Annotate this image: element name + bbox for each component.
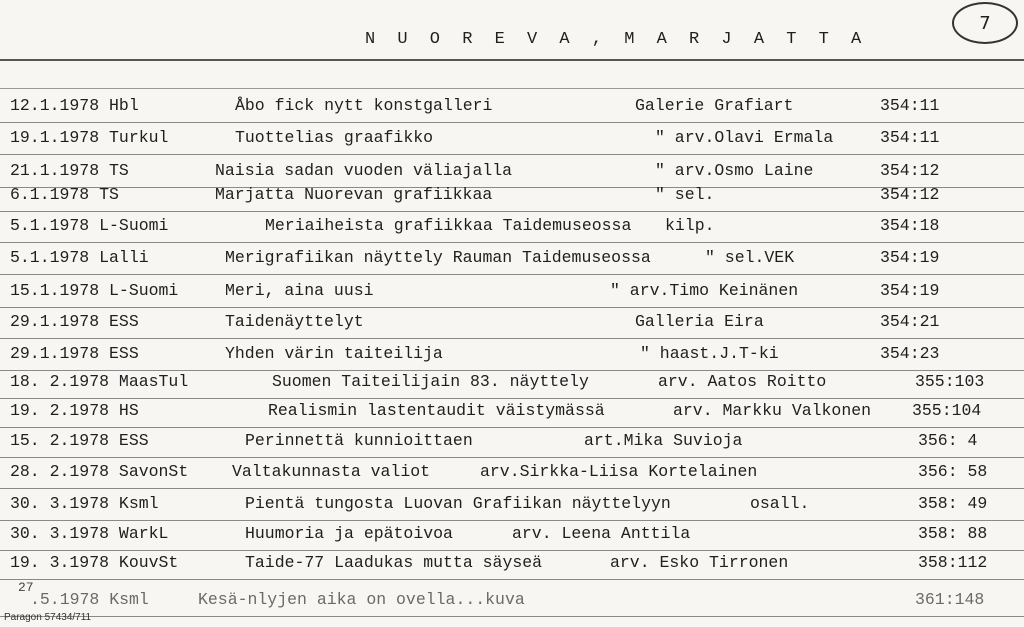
entry-row <box>0 312 1024 334</box>
entry-title: Meri, aina uusi <box>225 281 374 300</box>
entry-title: Taidenäyttelyt <box>225 312 364 331</box>
entry-title: Valtakunnasta valiot <box>232 462 431 481</box>
entry-date: 18. 2.1978 MaasTul <box>10 372 189 391</box>
header-rule <box>0 59 1024 61</box>
entry-date: 19.1.1978 Turkul <box>10 128 169 147</box>
entry-date: 6.1.1978 TS <box>10 185 119 204</box>
entry-note: arv. Aatos Roitto <box>658 372 827 391</box>
entry-title: Naisia sadan vuoden väliajalla <box>215 161 513 180</box>
card-title: N U O R E V A , M A R J A T T A <box>365 30 868 49</box>
entry-ref: 354:19 <box>880 281 940 300</box>
entry-row <box>0 462 1024 484</box>
entry-row <box>0 524 1024 546</box>
entry-ref: 354:21 <box>880 312 940 331</box>
entry-date: 19. 2.1978 HS <box>10 401 139 420</box>
row-rule <box>0 488 1024 489</box>
row-rule <box>0 370 1024 371</box>
entry-title: Tuottelias graafikko <box>235 128 434 147</box>
row-rule <box>0 242 1024 243</box>
entry-row <box>0 216 1024 238</box>
entry-date: 21.1.1978 TS <box>10 161 129 180</box>
entry-ref: 354:12 <box>880 185 940 204</box>
entry-row <box>0 590 1024 612</box>
page-number-circle <box>952 2 1018 44</box>
row-rule <box>0 550 1024 551</box>
row-rule <box>0 427 1024 428</box>
entry-ref: 354:23 <box>880 344 940 363</box>
entry-note: arv. Markku Valkonen <box>673 401 872 420</box>
entry-ref: 361:148 <box>915 590 985 609</box>
row-rule <box>0 154 1024 155</box>
entry-row <box>0 344 1024 366</box>
entry-row <box>0 281 1024 303</box>
entry-row <box>0 185 1024 207</box>
entry-ref: 354:11 <box>880 128 940 147</box>
entry-row <box>0 161 1024 183</box>
page-number: 7 <box>979 12 991 34</box>
entry-date: 5.1.1978 Lalli <box>10 248 149 267</box>
row-rule <box>0 616 1024 617</box>
entry-date: 29.1.1978 ESS <box>10 312 139 331</box>
entry-ref: 354:12 <box>880 161 940 180</box>
row-rule <box>0 338 1024 339</box>
entry-row <box>0 96 1024 118</box>
entry-ref: 355:104 <box>912 401 982 420</box>
entry-title: Pientä tungosta Luovan Grafiikan näyttelyyn <box>245 494 671 513</box>
entry-title: Realismin lastentaudit väistymässä <box>268 401 605 420</box>
entry-title: Marjatta Nuorevan grafiikkaa <box>215 185 493 204</box>
entry-note: " sel.VEK <box>705 248 795 267</box>
last-entry-day: 27 <box>18 580 34 595</box>
entry-note: arv. Esko Tirronen <box>610 553 789 572</box>
entry-title: Perinnettä kunnioittaen <box>245 431 473 450</box>
entry-title: Taide-77 Laadukas mutta säyseä <box>245 553 543 572</box>
entry-date: 19. 3.1978 KouvSt <box>10 553 179 572</box>
entry-note: " sel. <box>655 185 715 204</box>
entry-title: Merigrafiikan näyttely Rauman Taidemuseossa <box>225 248 651 267</box>
entry-title: Suomen Taiteilijain 83. näyttely <box>272 372 589 391</box>
entry-date: 15. 2.1978 ESS <box>10 431 149 450</box>
row-rule <box>0 274 1024 275</box>
entry-ref: 354:18 <box>880 216 940 235</box>
entry-date: 12.1.1978 Hbl <box>10 96 139 115</box>
entry-ref: 354:11 <box>880 96 940 115</box>
entry-note: " arv.Timo Keinänen <box>610 281 799 300</box>
row-rule <box>0 211 1024 212</box>
entry-row <box>0 494 1024 516</box>
entry-row <box>0 248 1024 270</box>
entry-ref: 355:103 <box>915 372 985 391</box>
entry-title: Huumoria ja epätoivoa <box>245 524 453 543</box>
entry-note: art.Mika Suvioja <box>584 431 743 450</box>
entry-date: 29.1.1978 ESS <box>10 344 139 363</box>
entry-ref: 356: 58 <box>918 462 988 481</box>
entry-title: Yhden värin taiteilija <box>225 344 443 363</box>
entry-note: arv.Sirkka-Liisa Kortelainen <box>480 462 758 481</box>
row-rule <box>0 398 1024 399</box>
entry-row <box>0 401 1024 423</box>
entry-note: arv. Leena Anttila <box>512 524 691 543</box>
entry-ref: 358: 49 <box>918 494 988 513</box>
entry-note: kilp. <box>665 216 715 235</box>
entry-title: Kesä-nlyjen aika on ovella...kuva <box>198 590 525 609</box>
entry-ref: 356: 4 <box>918 431 978 450</box>
entry-row <box>0 128 1024 150</box>
entry-date: 30. 3.1978 Ksml <box>10 494 159 513</box>
row-rule <box>0 520 1024 521</box>
header-subrule <box>0 88 1024 89</box>
entry-note: " haast.J.T-ki <box>640 344 779 363</box>
entry-date: 30. 3.1978 WarkL <box>10 524 169 543</box>
entry-row <box>0 553 1024 575</box>
entry-ref: 354:19 <box>880 248 940 267</box>
entry-note: " arv.Osmo Laine <box>655 161 814 180</box>
entry-date: 15.1.1978 L-Suomi <box>10 281 179 300</box>
row-rule <box>0 122 1024 123</box>
entry-row <box>0 372 1024 394</box>
entry-row <box>0 431 1024 453</box>
entry-date: .5.1978 Ksml <box>30 590 149 609</box>
entry-note: Galleria Eira <box>635 312 764 331</box>
entry-title: Meriaiheista grafiikkaa Taidemuseossa <box>265 216 632 235</box>
row-rule <box>0 307 1024 308</box>
printer-imprint: Paragon 57434/711 <box>4 612 92 623</box>
entry-note: " arv.Olavi Ermala <box>655 128 834 147</box>
entry-ref: 358: 88 <box>918 524 988 543</box>
entry-title: Åbo fick nytt konstgalleri <box>235 96 493 115</box>
entry-note: Galerie Grafiart <box>635 96 794 115</box>
row-rule <box>0 579 1024 580</box>
entry-ref: 358:112 <box>918 553 988 572</box>
entry-date: 5.1.1978 L-Suomi <box>10 216 169 235</box>
entry-date: 28. 2.1978 SavonSt <box>10 462 189 481</box>
row-rule <box>0 457 1024 458</box>
entry-note: osall. <box>750 494 810 513</box>
